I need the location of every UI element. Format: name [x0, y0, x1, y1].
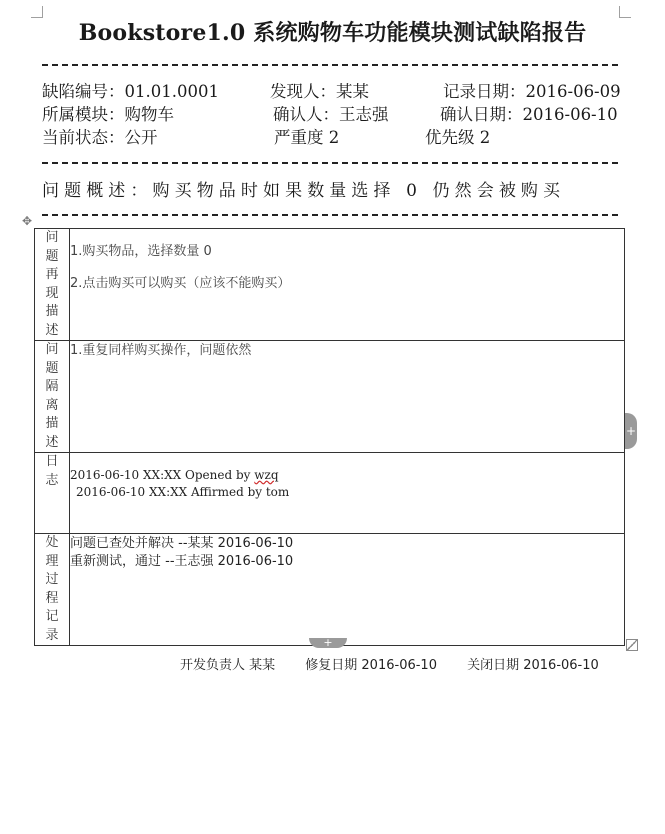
reproduce-step: 2.点击购买可以购买（应该不能购买）	[70, 276, 291, 291]
dashed-divider	[42, 64, 618, 66]
table-resize-handle[interactable]	[626, 639, 638, 651]
defect-table	[34, 228, 625, 646]
reproduce-step: 1.购买物品，选择数量 0	[70, 244, 212, 259]
table-row	[35, 453, 625, 534]
add-column-plus-icon[interactable]: +	[625, 413, 637, 449]
move-icon[interactable]: ✥	[21, 214, 33, 228]
defect-id: 缺陷编号：01.01.0001	[42, 82, 219, 101]
isolate-content[interactable]	[70, 341, 625, 453]
module: 所属模块：购物车	[42, 105, 174, 124]
section-label-log: 日 志	[35, 453, 70, 534]
table-row	[35, 229, 625, 341]
finder: 发现人：某某	[270, 82, 369, 101]
dashed-divider	[42, 162, 618, 164]
severity: 严重度 2	[274, 128, 340, 147]
log-entry: 2016-06-10 XX:XX Affirmed by tom	[76, 485, 290, 499]
fix-date: 修复日期 2016-06-10	[305, 658, 437, 673]
table-row	[35, 534, 625, 646]
priority: 优先级 2	[425, 128, 491, 147]
log-entry: 2016-06-10 XX:XX Opened by wzq	[70, 468, 279, 482]
report-title: Bookstore1.0 系统购物车功能模块测试缺陷报告	[78, 20, 587, 46]
section-label-process: 处 理 过 程 记 录	[35, 534, 70, 646]
dashed-divider	[42, 214, 618, 216]
process-content[interactable]	[70, 534, 625, 646]
dev-owner: 开发负责人 某某	[180, 658, 276, 673]
reproduce-content[interactable]	[70, 229, 625, 341]
log-content[interactable]	[70, 453, 625, 534]
process-record: 重新测试，通过 --王志强 2016-06-10	[70, 554, 294, 569]
isolate-step: 1.重复同样购买操作，问题依然	[70, 343, 252, 358]
add-row-plus-icon[interactable]: +	[309, 638, 347, 648]
report-footer	[180, 654, 625, 673]
status: 当前状态：公开	[42, 128, 158, 147]
table-row	[35, 341, 625, 453]
confirm-date: 确认日期：2016-06-10	[440, 105, 618, 124]
confirmer: 确认人：王志强	[273, 105, 389, 124]
section-label-reproduce: 问 题 再 现 描 述	[35, 229, 70, 341]
section-label-isolate: 问 题 隔 离 描 述	[35, 341, 70, 453]
record-date: 记录日期：2016-06-09	[443, 82, 621, 101]
problem-summary: 问题概述：购买物品时如果数量选择 0 仍然会被购买	[42, 181, 566, 201]
process-record: 问题已查处并解决 --某某 2016-06-10	[70, 536, 294, 551]
close-date: 关闭日期 2016-06-10	[467, 658, 599, 673]
